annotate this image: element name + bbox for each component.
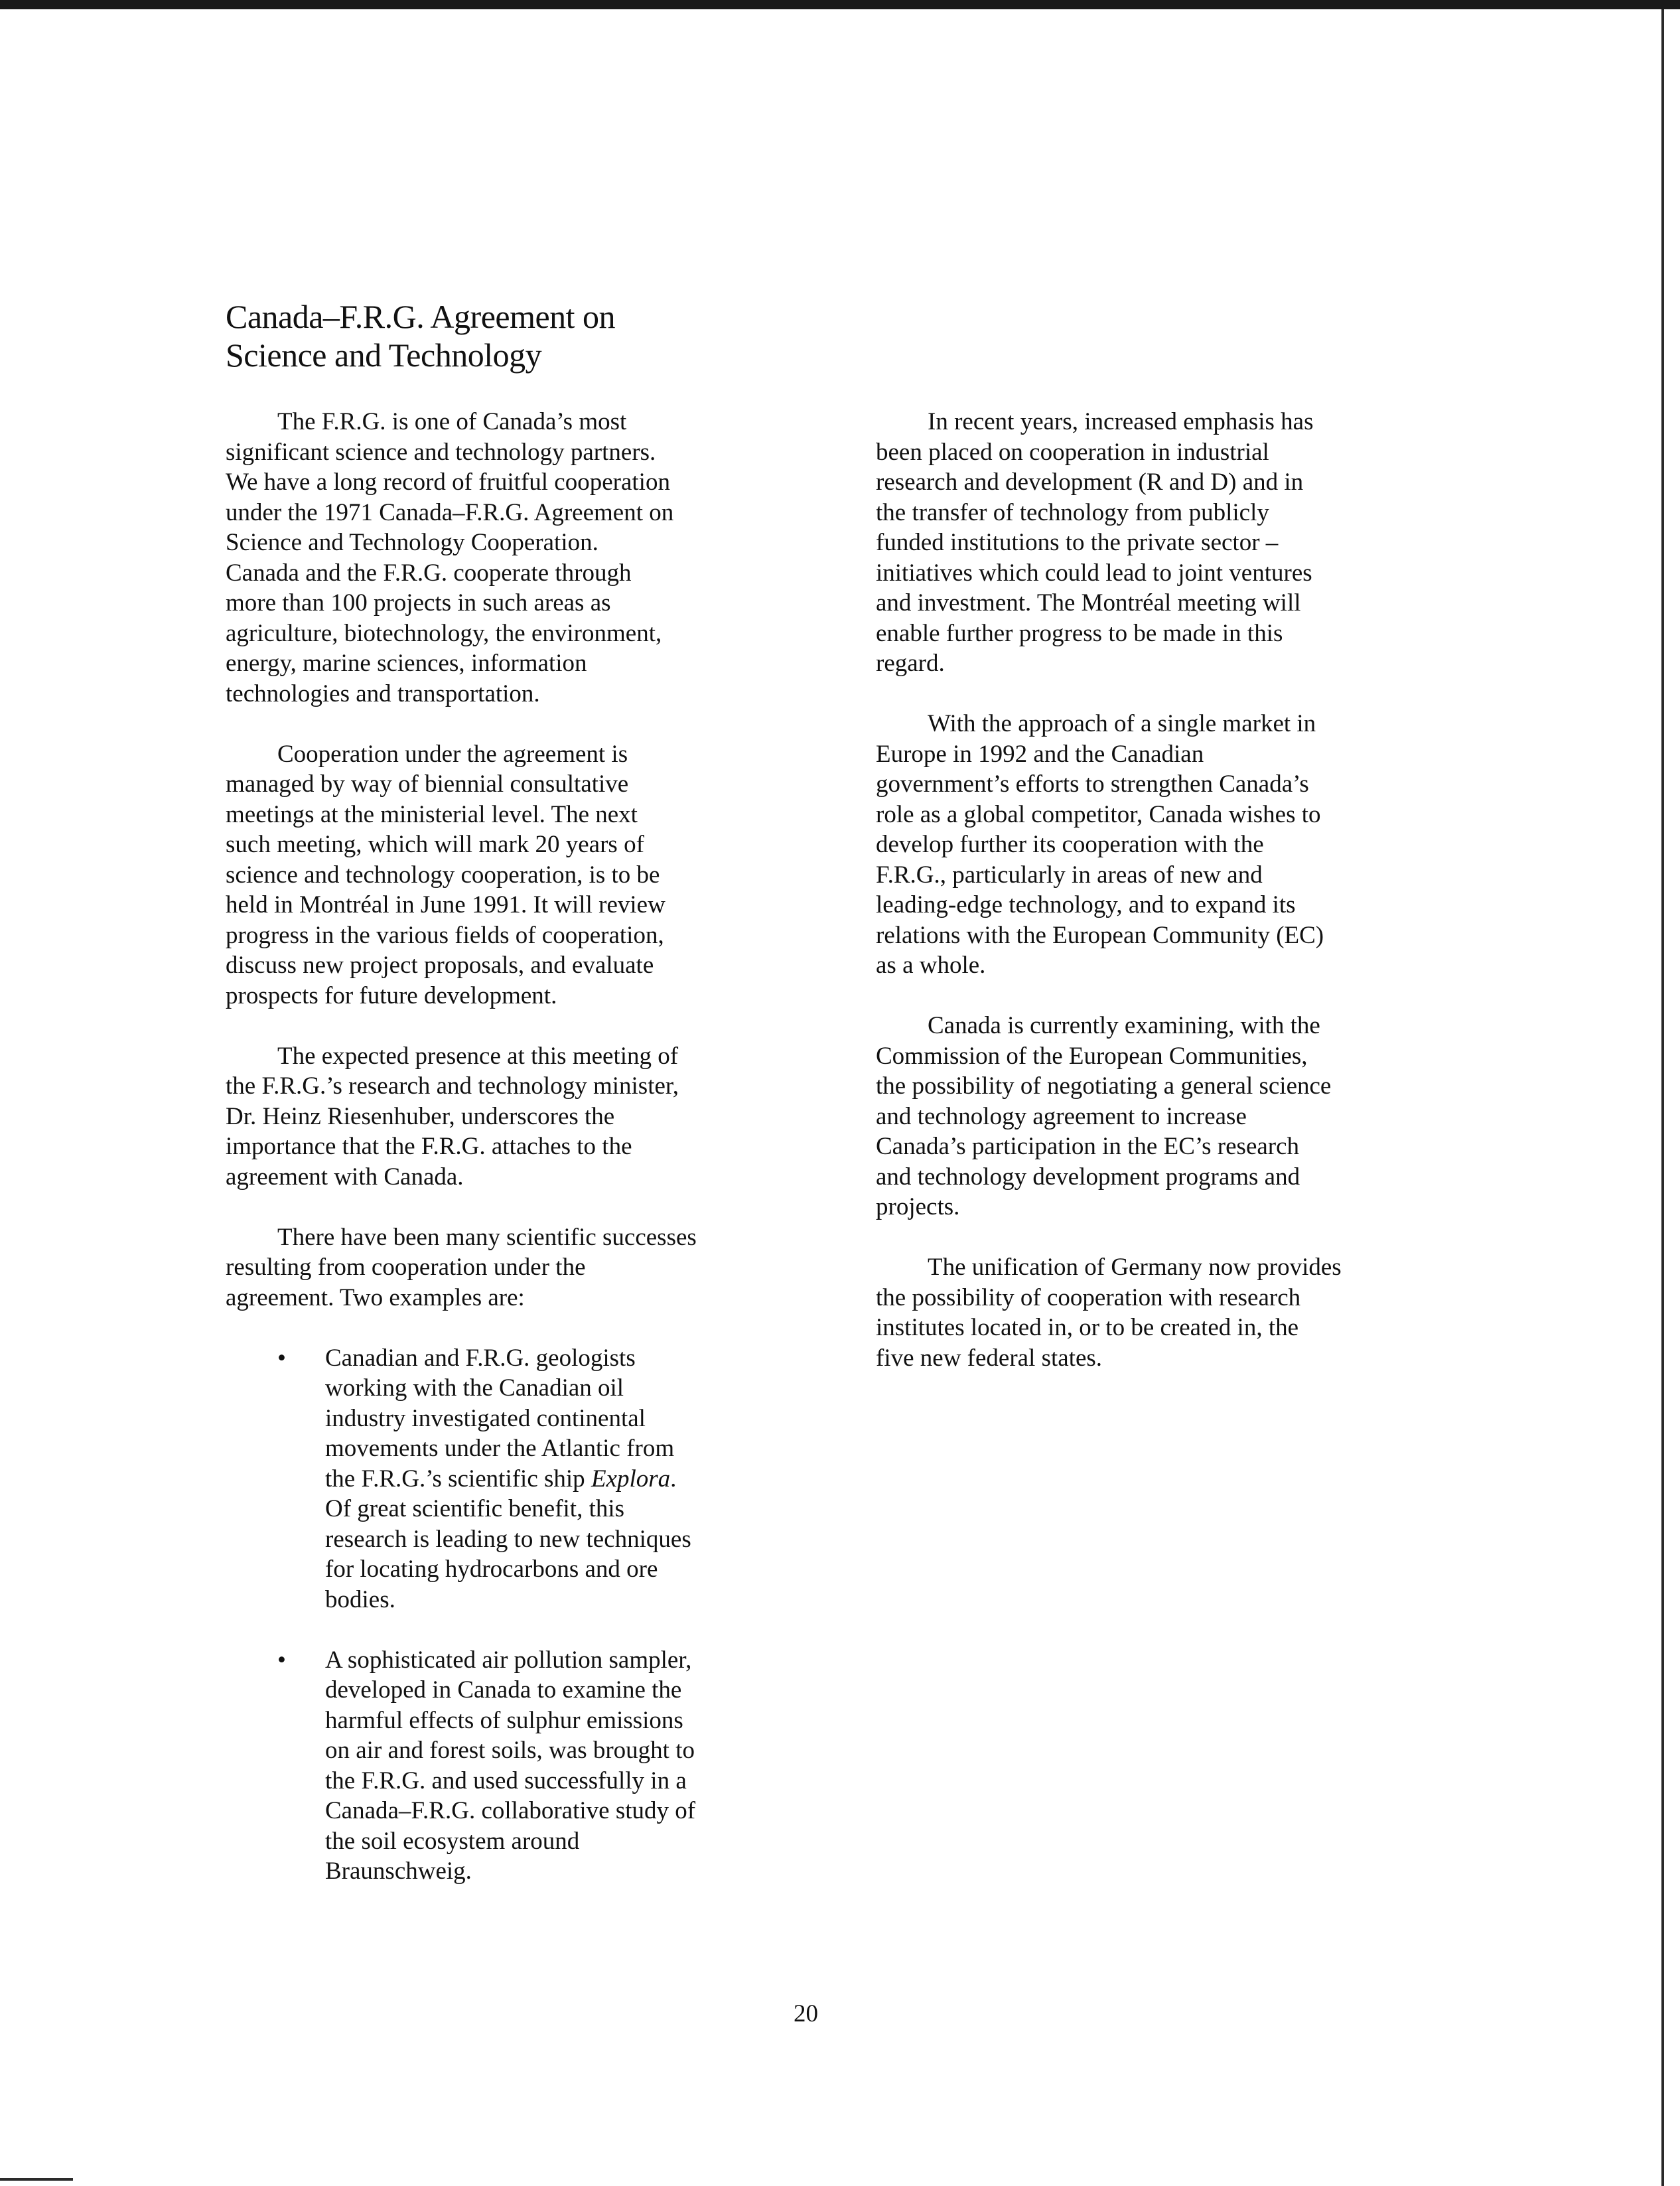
text-fragment: the F.R.G.’s scientific ship [325,1465,591,1493]
text-line: science and technology cooperation, is to be [226,861,660,889]
bullet-marker: • [277,1646,286,1674]
text-line: There have been many scientific successes [277,1223,697,1251]
title-line: Science and Technology [226,336,542,374]
paragraph-frg-partners [226,407,796,709]
text-line: We have a long record of fruitful cooperation [226,469,670,496]
text-line: role as a global competitor, Canada wishes to [876,800,1321,828]
text-line: five new federal states. [876,1344,1103,1372]
text-line: Commission of the European Communities, [876,1042,1308,1070]
text-line: leading-edge technology, and to expand its [876,891,1296,918]
text-line: technologies and transportation. [226,680,540,707]
text-line: agreement. Two examples are: [226,1283,525,1311]
left-column [226,407,796,1917]
text-line [325,1464,796,1494]
page-number: 20 [794,2000,818,2027]
paragraph-minister-presence [226,1041,796,1193]
scan-bottom-mark [0,2178,73,2181]
text-line: for locating hydrocarbons and ore [325,1556,658,1583]
text-line: the possibility of cooperation with research [876,1283,1301,1311]
title-line: Canada–F.R.G. Agreement on [226,298,616,335]
text-line: In recent years, increased emphasis has [928,408,1314,435]
paragraph-industrial-rd [876,407,1446,679]
paragraph-single-market [876,709,1446,981]
text-line: harmful effects of sulphur emissions [325,1706,683,1734]
text-line: Dr. Heinz Riesenhuber, underscores the [226,1102,615,1130]
text-line: as a whole. [876,952,986,979]
paragraph-cooperation-management [226,739,796,1011]
text-line: With the approach of a single market in [928,710,1316,737]
text-line: Canada–F.R.G. collaborative study of [325,1797,696,1824]
text-line: resulting from cooperation under the [226,1254,586,1281]
text-line: research and development (R and D) and in [876,469,1304,496]
text-line: managed by way of biennial consultative [226,770,629,798]
text-line: the transfer of technology from publicly [876,498,1269,526]
text-line: Canada and the F.R.G. cooperate through [226,559,632,587]
text-line: movements under the Atlantic from [325,1435,675,1462]
paragraph-unification [876,1252,1446,1373]
scan-right-edge [1661,9,1664,2186]
text-line: agriculture, biotechnology, the environment, [226,619,662,647]
text-line: on air and forest soils, was brought to [325,1737,695,1764]
text-line: Canada is currently examining, with the [928,1012,1320,1039]
scan-top-edge [0,0,1680,9]
text-line: initiatives which could lead to joint ventures [876,559,1312,587]
text-line: government’s efforts to strengthen Canada’s [876,770,1309,798]
text-line: relations with the European Community (EC) [876,921,1324,949]
paragraph-ec-agreement [876,1011,1446,1222]
text-line: significant science and technology partners. [226,438,656,466]
text-line: such meeting, which will mark 20 years of [226,831,644,858]
document-title [226,297,1155,374]
text-line: The expected presence at this meeting of [277,1042,679,1070]
text-line: Cooperation under the agreement is [277,740,628,768]
text-line: and technology development programs and [876,1163,1300,1191]
text-line: research is leading to new techniques [325,1525,691,1553]
text-line: enable further progress to be made in this [876,619,1283,647]
text-line: under the 1971 Canada–F.R.G. Agreement on [226,498,674,526]
text-line: and technology agreement to increase [876,1102,1247,1130]
right-column [876,407,1446,1404]
text-line: projects. [876,1193,960,1220]
ship-name: Explora [591,1465,671,1493]
text-line: more than 100 projects in such areas as [226,589,611,617]
bullet-marker: • [277,1344,286,1372]
text-line: the F.R.G. and used successfully in a [325,1767,687,1794]
text-line: the possibility of negotiating a general science [876,1072,1332,1100]
text-line: agreement with Canada. [226,1163,464,1191]
text-line: the soil ecosystem around [325,1827,580,1855]
examples-list [226,1343,796,1887]
text-line: funded institutions to the private sector – [876,529,1279,556]
text-line: progress in the various fields of cooperation, [226,921,664,949]
text-line: develop further its cooperation with the [876,831,1264,858]
text-line: Of great scientific benefit, this [325,1495,625,1522]
text-line: importance that the F.R.G. attaches to the [226,1133,632,1160]
list-item-pollution-sampler [226,1645,796,1887]
text-line: been placed on cooperation in industrial [876,438,1269,466]
text-line: the F.R.G.’s research and technology minister, [226,1072,679,1100]
text-line: Europe in 1992 and the Canadian [876,740,1204,768]
text-line: regard. [876,650,945,677]
text-line: Science and Technology Cooperation. [226,529,598,556]
text-line: A sophisticated air pollution sampler, [325,1646,692,1674]
text-line: meetings at the ministerial level. The next [226,800,638,828]
text-line: and investment. The Montréal meeting will [876,589,1301,617]
text-line: Canada’s participation in the EC’s research [876,1133,1300,1160]
paragraph-scientific-successes [226,1222,796,1313]
text-line: The F.R.G. is one of Canada’s most [277,408,627,435]
text-line: working with the Canadian oil [325,1374,624,1402]
text-line: Canadian and F.R.G. geologists [325,1344,636,1372]
text-line: bodies. [325,1585,395,1613]
text-line: prospects for future development. [226,982,557,1009]
text-line: energy, marine sciences, information [226,650,587,677]
list-item-geologists [226,1343,796,1615]
text-line: The unification of Germany now provides [928,1254,1342,1281]
text-line: F.R.G., particularly in areas of new and [876,861,1263,889]
text-fragment: . [670,1465,677,1493]
text-line: held in Montréal in June 1991. It will review [226,891,665,918]
text-line: discuss new project proposals, and evaluate [226,952,654,979]
text-line: institutes located in, or to be created in, the [876,1314,1299,1341]
text-line: Braunschweig. [325,1858,472,1885]
text-line: industry investigated continental [325,1404,646,1432]
text-line: developed in Canada to examine the [325,1676,682,1704]
